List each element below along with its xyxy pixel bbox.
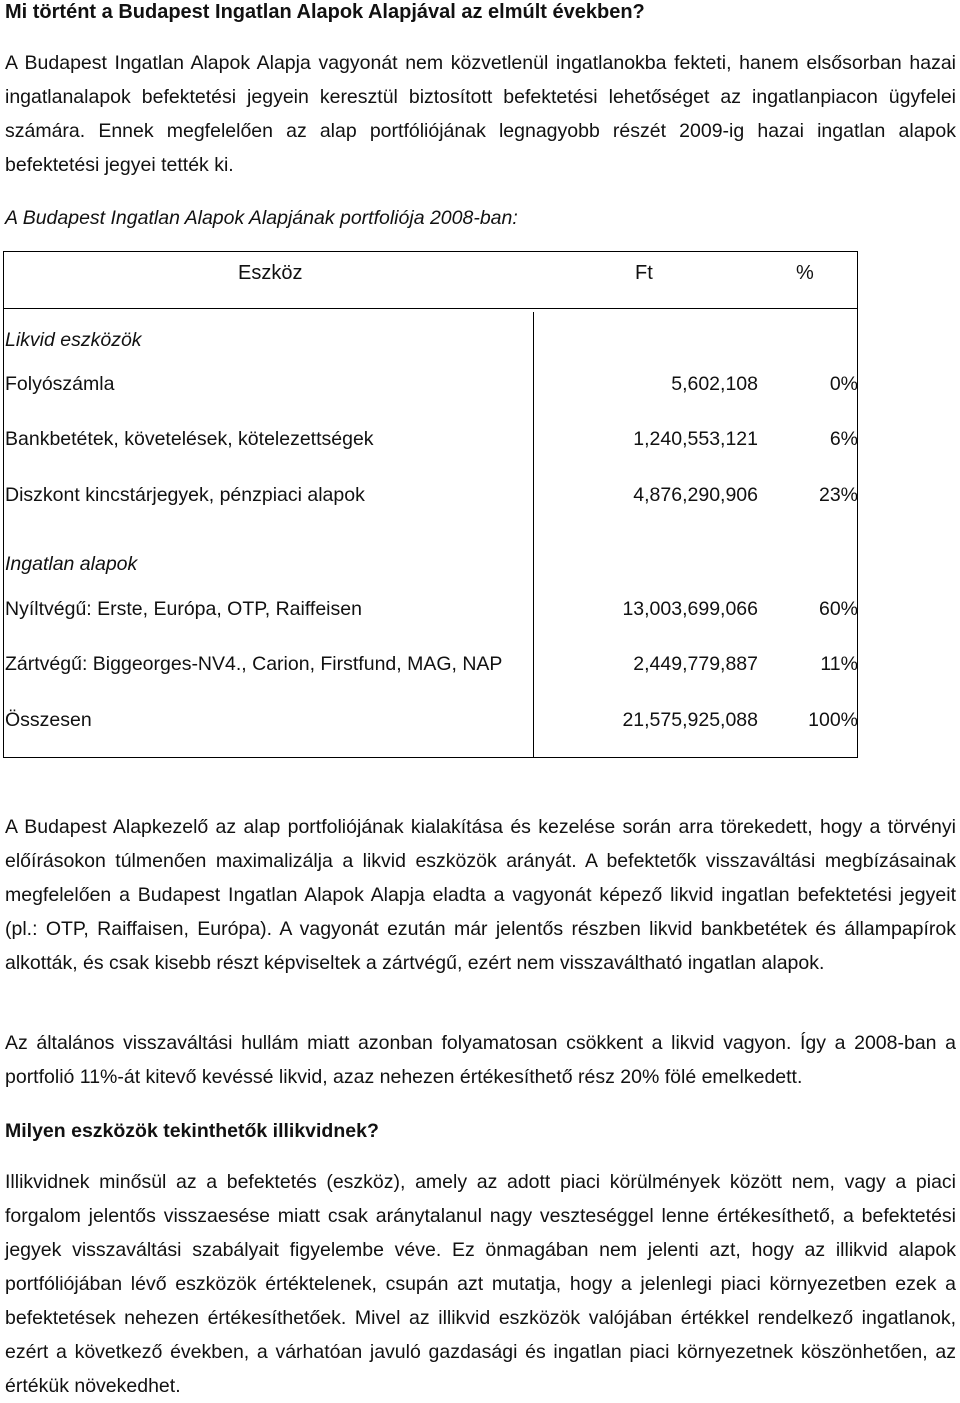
header-pct: % xyxy=(796,262,814,284)
intro-paragraph: A Budapest Ingatlan Alapok Alapja vagyonát nem közvetlenül ingatlanokba fekteti, hanem elsősorban hazai ingatlanalapok befektetési jegyein keresztül biztosított befektetési lehetőséget az ingatlanpiacon ügyfelei számára. Ennek megfelelően az alap portfóliójának legnagyobb részét 2009-ig hazai ingatlan alapok befektetési jegyei tették ki. xyxy=(5,52,956,176)
table-row xyxy=(5,547,858,581)
row-ft: 13,003,699,066 xyxy=(622,598,758,620)
row-label: Bankbetétek, követelések, kötelezettségek xyxy=(5,428,374,450)
table-caption: A Budapest Ingatlan Alapok Alapjának portfoliója 2008-ban: xyxy=(5,207,518,229)
table-row xyxy=(5,323,858,357)
table-row xyxy=(5,647,858,681)
subheading: Milyen eszközök tekinthetők illikvidnek? xyxy=(5,1120,379,1142)
body-paragraph: Illikvidnek minősül az a befektetés (eszköz), amely az adott piaci körülmények között nem, vagy a piaci forgalom jelentős visszaesése miatt csak aránytalanul nagy veszteséggel lenne értékesíthető, a befektetési jegyek visszaváltási szabályait figyelembe véve. Ez önmagában nem jelenti azt, hogy az illikvid alapok portfóliójában lévő eszközök értéktelenek, csupán azt mutatja, hogy a jelenlegi piaci környezetben ezek a befektetések nehezen értékesíthetőek. Mivel az illikvid eszközök valójában értékkel rendelkező ingatlanok, ezért a következő években, a várhatóan javuló gazdasági és ingatlan piaci környezetnek köszönhetően, az értékük növekedhet. xyxy=(5,1171,956,1397)
row-label: Likvid eszközök xyxy=(5,329,142,351)
row-pct: 11% xyxy=(820,653,858,675)
row-label: Összesen xyxy=(5,709,92,731)
row-label: Diszkont kincstárjegyek, pénzpiaci alapok xyxy=(5,484,365,506)
row-label: Folyószámla xyxy=(5,373,115,395)
row-pct: 100% xyxy=(808,709,858,731)
header-divider xyxy=(4,308,857,309)
row-ft: 2,449,779,887 xyxy=(633,653,758,675)
row-label: Nyíltvégű: Erste, Európa, OTP, Raiffeisen xyxy=(5,598,362,620)
row-pct: 6% xyxy=(829,428,858,450)
row-pct: 23% xyxy=(818,484,858,506)
body-paragraph: A Budapest Alapkezelő az alap portfoliójának kialakítása és kezelése során arra törekedett, hogy a törvényi előírásokon túlmenően maximalizálja a likvid eszközök arányát. A befektetők visszaváltási megbízásainak megfelelően a Budapest Ingatlan Alapok Alapja eladta a vagyonát képező likvid ingatlan befektetési jegyeit (pl.: OTP, Raiffaisen, Európa). A vagyonát ezután már jelentős részben likvid bankbetétek és állampapírok alkották, és csak kisebb részt képviseltek a zártvégű, ezért nem visszaváltható ingatlan alapok. xyxy=(5,816,956,974)
row-label: Zártvégű: Biggeorges-NV4., Carion, Firstfund, MAG, NAP xyxy=(5,653,503,675)
portfolio-table xyxy=(3,251,858,758)
row-ft: 1,240,553,121 xyxy=(633,428,758,450)
header-ft: Ft xyxy=(635,262,653,284)
table-row xyxy=(5,367,858,401)
row-pct: 60% xyxy=(818,598,858,620)
table-row xyxy=(5,422,858,456)
header-asset: Eszköz xyxy=(238,262,303,284)
row-ft: 21,575,925,088 xyxy=(622,709,758,731)
row-ft: 4,876,290,906 xyxy=(633,484,758,506)
table-row xyxy=(5,478,858,512)
row-label: Ingatlan alapok xyxy=(5,553,138,575)
row-pct: 0% xyxy=(829,373,858,395)
section-heading: Mi történt a Budapest Ingatlan Alapok Alapjával az elmúlt években? xyxy=(5,1,645,23)
table-row xyxy=(5,703,858,737)
body-paragraph: Az általános visszaváltási hullám miatt azonban folyamatosan csökkent a likvid vagyon. Így a 2008-ban a portfolió 11%-át kitevő kevéssé likvid, azaz nehezen értékesíthető rész 20% fölé emelkedett. xyxy=(5,1032,956,1088)
row-ft: 5,602,108 xyxy=(671,373,758,395)
table-row xyxy=(5,592,858,626)
